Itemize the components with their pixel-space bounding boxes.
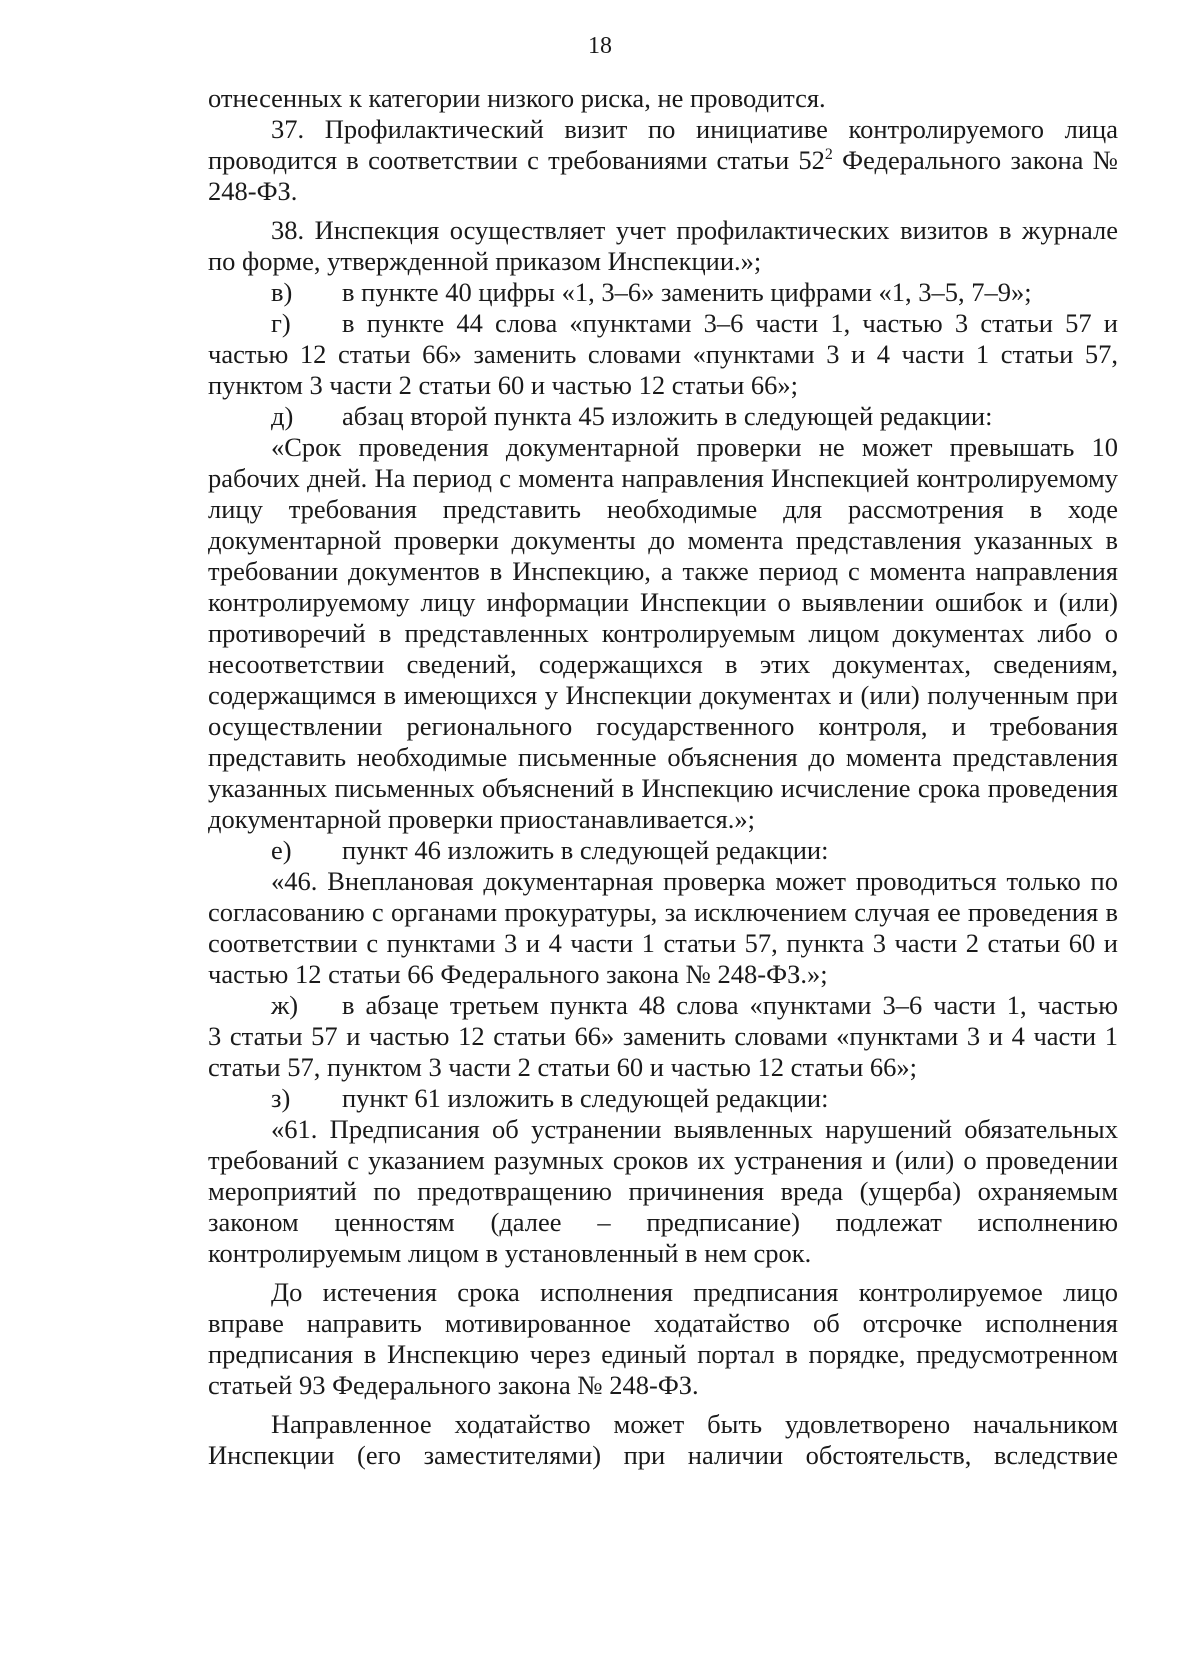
- item-zh-letter: ж): [271, 990, 299, 1020]
- page-number: 18: [588, 33, 612, 59]
- paragraph-petition: Направленное ходатайство может быть удовлетворено начальником Инспекции (его заместителями) при наличии обстоятельств, вследствие: [208, 1409, 1118, 1470]
- item-z-text: пункт 61 изложить в следующей редакции:: [342, 1083, 829, 1113]
- paragraph-46: «46. Внеплановая документарная проверка может проводиться только по согласованию с органами прокуратуры, за исключением случая ее проведения в соответствии с пунктами 3 и 4 части 1 статьи 57, пункта 3 части 2 статьи 60 и частью 12 статьи 66 Федерального закона № 248-ФЗ.»;: [208, 866, 1118, 989]
- item-g-letter: г): [271, 308, 291, 338]
- paragraph-37-tail: Федерального закона № 248-ФЗ.: [208, 145, 1118, 206]
- item-v-text: в пункте 40 цифры «1, 3–6» заменить цифрами «1, 3–5, 7–9»;: [342, 277, 1032, 307]
- item-v: [208, 277, 1118, 308]
- paragraph-37-text: 37. Профилактический визит по инициативе контролируемого лица проводится в соответствии с требованиями статьи 52: [208, 114, 1118, 175]
- item-e: [208, 835, 1118, 866]
- paragraph-continuation: отнесенных к категории низкого риска, не проводится.: [208, 83, 826, 113]
- item-d: [208, 401, 1118, 432]
- paragraph-61: «61. Предписания об устранении выявленных нарушений обязательных требований с указанием разумных сроков их устранения и (или) о проведении мероприятий по предотвращению причинения вреда (ущерба) охраняемым законом ценностям (далее – предписание) подлежат исполнению контролируемым лицом в установленный в нем срок.: [208, 1114, 1118, 1268]
- document-body: [208, 83, 1118, 1471]
- paragraph-38: 38. Инспекция осуществляет учет профилактических визитов в журнале по форме, утвержденной приказом Инспекции.»;: [208, 215, 1118, 276]
- superscript-2: 2: [824, 146, 833, 164]
- paragraph-deadline: До истечения срока исполнения предписания контролируемое лицо вправе направить мотивированное ходатайство об отсрочке исполнения предписания в Инспекцию через единый портал в порядке, предусмотренном статьей 93 Федерального закона № 248-ФЗ.: [208, 1277, 1118, 1400]
- item-e-letter: е): [271, 835, 292, 865]
- item-zh-text: в абзаце третьем пункта 48 слова «пунктами 3–6 части 1, частью: [342, 990, 1118, 1020]
- paragraph-37: [208, 114, 1118, 207]
- paragraph-srok: «Срок проведения документарной проверки не может превышать 10 рабочих дней. На период с момента направления Инспекцией контролируемому лицу требования представить необходимые для рассмотрения в ходе документарной проверки документы до момента представления указанных в требовании документов в Инспекцию, а также период с момента направления контролируемому лицу информации Инспекции о выявлении ошибок и (или) противоречий в представленных контролируемым лицом документах либо о несоответствии сведений, содержащихся в этих документах, сведениям, содержащимся в имеющихся у Инспекции документах и (или) полученным при осуществлении регионального государственного контроля, и требования представить необходимые письменные объяснения до момента представления указанных письменных объяснений в Инспекцию исчисление срока проведения документарной проверки приостанавливается.»;: [208, 432, 1118, 834]
- item-g: [208, 308, 1118, 339]
- item-g-continuation: частью 12 статьи 66» заменить словами «пунктами 3 и 4 части 1 статьи 57, пунктом 3 части 2 статьи 60 и частью 12 статьи 66»;: [208, 339, 1118, 400]
- item-d-letter: д): [271, 401, 294, 431]
- item-g-text: в пункте 44 слова «пунктами 3–6 части 1, частью 3 статьи 57 и: [342, 308, 1118, 338]
- item-v-letter: в): [271, 277, 293, 307]
- item-e-text: пункт 46 изложить в следующей редакции:: [342, 835, 829, 865]
- item-z: [208, 1083, 1118, 1114]
- item-d-text: абзац второй пункта 45 изложить в следующей редакции:: [342, 401, 993, 431]
- item-zh-continuation: 3 статьи 57 и частью 12 статьи 66» заменить словами «пунктами 3 и 4 части 1 статьи 57, пунктом 3 части 2 статьи 60 и частью 12 статьи 66»;: [208, 1021, 1118, 1082]
- item-zh: [208, 990, 1118, 1021]
- item-z-letter: з): [271, 1083, 291, 1113]
